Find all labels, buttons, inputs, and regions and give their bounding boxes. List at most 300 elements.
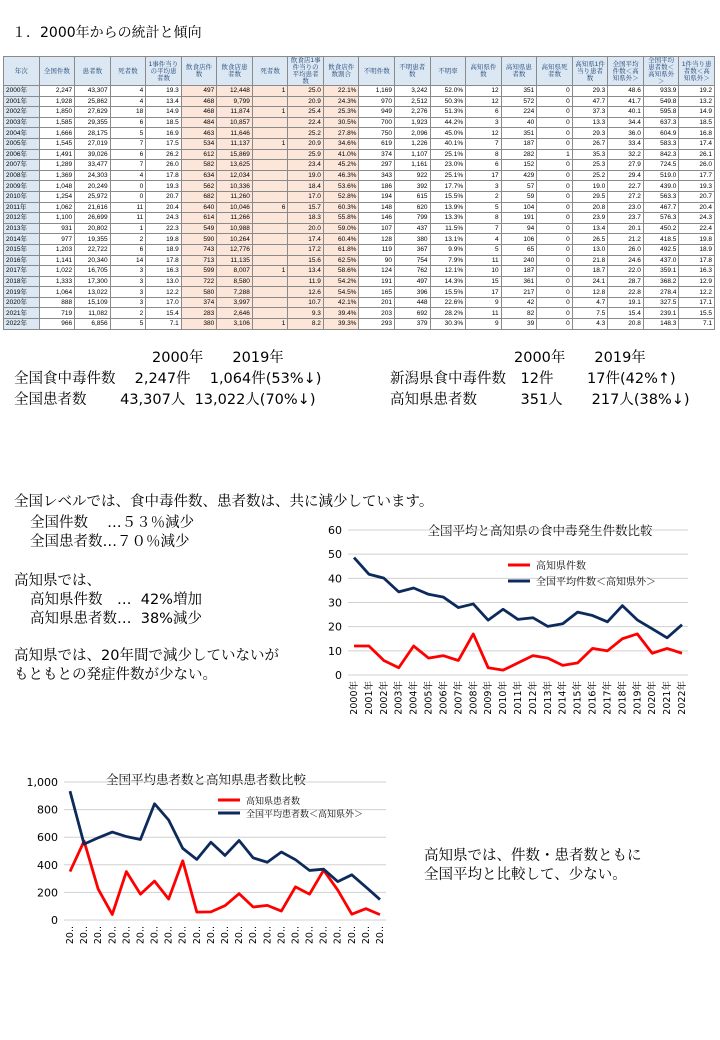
table-cell: 19.1: [608, 297, 644, 308]
table-cell: 15.5%: [430, 287, 466, 298]
table-cell: 52.0%: [430, 86, 466, 97]
year-cell: 2007年: [4, 160, 40, 171]
table-row: [4, 138, 715, 149]
table-cell: 4: [110, 170, 146, 181]
table-cell: 90: [359, 255, 395, 266]
table-cell: 17.7%: [430, 181, 466, 192]
table-cell: 7: [110, 160, 146, 171]
table-cell: 15.7: [288, 202, 324, 213]
table-cell: 19.3: [146, 181, 182, 192]
table-cell: 0: [537, 202, 573, 213]
note-national-cases: 全国件数 …５３％減少: [30, 515, 195, 531]
table-cell: 33.4: [608, 138, 644, 149]
table-cell: 8,580: [217, 276, 253, 287]
table-cell: 580: [181, 287, 217, 298]
table-cell: 7.1: [146, 319, 182, 330]
table-cell: 29,355: [75, 117, 111, 128]
table-cell: 25.3%: [323, 107, 359, 118]
table-cell: 2: [110, 234, 146, 245]
table-cell: 615: [395, 191, 431, 202]
table-header-cell: 不明件数: [359, 57, 395, 86]
table-cell: 977: [39, 234, 75, 245]
table-cell: 20.7: [679, 191, 715, 202]
y-tick-label: 60: [328, 524, 342, 537]
table-cell: 468: [181, 107, 217, 118]
table-cell: 22.1%: [323, 86, 359, 97]
table-cell: 0: [537, 181, 573, 192]
table-cell: 743: [181, 244, 217, 255]
table-cell: 13.4: [572, 223, 608, 234]
table-header-cell: 1事件当りの平均患者数: [146, 57, 182, 86]
table-row: [4, 191, 715, 202]
table-cell: 30.5%: [323, 117, 359, 128]
table-cell: 719: [39, 308, 75, 319]
table-cell: 18.9: [146, 244, 182, 255]
x-tick-label: 20..: [65, 926, 76, 945]
table-cell: 23.9: [572, 213, 608, 224]
table-cell: 283: [181, 308, 217, 319]
table-cell: 582: [181, 160, 217, 171]
table-cell: 18.7: [572, 266, 608, 277]
table-cell: 39,026: [75, 149, 111, 160]
table-cell: 186: [359, 181, 395, 192]
table-cell: 22.4: [679, 223, 715, 234]
table-cell: 45.2%: [323, 160, 359, 171]
x-tick-label: 20..: [107, 926, 119, 945]
table-cell: 799: [395, 213, 431, 224]
x-tick-label: 20..: [79, 926, 91, 945]
table-cell: 20.8: [572, 202, 608, 213]
table-cell: 3: [110, 287, 146, 298]
table-cell: 549.8: [643, 96, 679, 107]
table-cell: 9: [466, 319, 502, 330]
table-cell: 1,928: [39, 96, 75, 107]
table-cell: 12,448: [217, 86, 253, 97]
table-cell: 0: [537, 276, 573, 287]
table-cell: 0: [537, 287, 573, 298]
table-cell: 374: [181, 297, 217, 308]
table-cell: 55.8%: [323, 213, 359, 224]
table-cell: 949: [359, 107, 395, 118]
table-cell: 15.6: [288, 255, 324, 266]
table-cell: 2,096: [395, 128, 431, 139]
table-row: [4, 107, 715, 118]
table-cell: 1,062: [39, 202, 75, 213]
table-cell: 604.9: [643, 128, 679, 139]
table-cell: 25.2: [572, 170, 608, 181]
table-cell: 3,997: [217, 297, 253, 308]
x-tick-label: 20..: [135, 926, 147, 945]
table-cell: 484: [181, 117, 217, 128]
table-cell: 692: [395, 308, 431, 319]
table-cell: 4.7: [572, 297, 608, 308]
table-cell: 6: [466, 160, 502, 171]
table-cell: 6: [252, 202, 288, 213]
table-row: [4, 234, 715, 245]
table-cell: 16.3: [146, 266, 182, 277]
table-cell: 34.4: [608, 117, 644, 128]
table-cell: 17,300: [75, 276, 111, 287]
table-cell: 106: [501, 234, 537, 245]
table-cell: 11,646: [217, 128, 253, 139]
table-cell: 17.8: [146, 255, 182, 266]
table-cell: [252, 149, 288, 160]
table-cell: 26.2: [146, 149, 182, 160]
table-cell: 1,923: [395, 117, 431, 128]
year-cell: 2006年: [4, 149, 40, 160]
table-row: [4, 149, 715, 160]
table-cell: 0: [537, 213, 573, 224]
table-cell: 0: [537, 138, 573, 149]
table-cell: 2,512: [395, 96, 431, 107]
table-cell: 39.3%: [323, 319, 359, 330]
x-tick-label: 2007年: [453, 681, 465, 715]
table-cell: 11,874: [217, 107, 253, 118]
table-cell: 439.0: [643, 181, 679, 192]
table-cell: [252, 117, 288, 128]
table-cell: 21.8: [572, 255, 608, 266]
table-cell: 933.9: [643, 86, 679, 97]
y-tick-label: 1,000: [26, 776, 58, 789]
x-tick-label: 2002年: [378, 681, 390, 715]
table-cell: 762: [395, 266, 431, 277]
table-cell: 724.5: [643, 160, 679, 171]
table-header-cell: 飲食店患者数: [217, 57, 253, 86]
summary-left-years: 2000年 2019年: [152, 350, 284, 366]
table-cell: 351: [501, 128, 537, 139]
table-cell: [252, 128, 288, 139]
year-cell: 2013年: [4, 223, 40, 234]
table-cell: 12: [466, 96, 502, 107]
table-cell: 30.3%: [430, 319, 466, 330]
table-row: [4, 266, 715, 277]
table-cell: 576.3: [643, 213, 679, 224]
x-tick-label: 20..: [360, 926, 372, 945]
table-cell: [252, 96, 288, 107]
table-cell: 13.0: [146, 276, 182, 287]
table-cell: 0: [110, 181, 146, 192]
x-tick-label: 2000年: [349, 681, 360, 715]
table-cell: 1,141: [39, 255, 75, 266]
table-cell: 15: [466, 276, 502, 287]
x-tick-label: 2010年: [498, 681, 510, 715]
table-cell: 1,100: [39, 213, 75, 224]
y-tick-label: 0: [335, 669, 342, 682]
table-cell: 20,249: [75, 181, 111, 192]
table-cell: 60.4%: [323, 234, 359, 245]
table-cell: 20.7: [146, 191, 182, 202]
table-cell: 16.3: [679, 266, 715, 277]
table-cell: 7: [466, 223, 502, 234]
series-line-0: [354, 634, 682, 670]
table-cell: [252, 223, 288, 234]
table-cell: 10,046: [217, 202, 253, 213]
table-cell: 19,355: [75, 234, 111, 245]
table-cell: 467.7: [643, 202, 679, 213]
table-cell: 5: [110, 319, 146, 330]
table-cell: 682: [181, 191, 217, 202]
table-cell: 43,307: [75, 86, 111, 97]
table-header-cell: 不明率: [430, 57, 466, 86]
table-cell: 396: [395, 287, 431, 298]
x-tick-label: 20..: [121, 926, 133, 945]
table-cell: 28.7: [608, 276, 644, 287]
year-cell: 2015年: [4, 244, 40, 255]
table-cell: 18.5: [146, 117, 182, 128]
note-bottom-2: 全国平均と比較して、少ない。: [424, 867, 627, 883]
table-cell: 51.3%: [430, 107, 466, 118]
x-tick-label: 20..: [205, 926, 217, 945]
table-cell: 0: [537, 244, 573, 255]
year-cell: 2000年: [4, 86, 40, 97]
table-cell: [252, 170, 288, 181]
table-cell: 14.9: [679, 107, 715, 118]
table-cell: 15,869: [217, 149, 253, 160]
table-cell: 713: [181, 255, 217, 266]
table-cell: 19.8: [679, 234, 715, 245]
note-kochi-intro: 高知県では、: [14, 573, 101, 589]
table-cell: 41.0%: [323, 149, 359, 160]
table-cell: 20,802: [75, 223, 111, 234]
table-row: [4, 170, 715, 181]
y-tick-label: 800: [37, 803, 58, 817]
table-cell: 22.3: [146, 223, 182, 234]
table-cell: 104: [501, 202, 537, 213]
table-cell: 497: [395, 276, 431, 287]
table-cell: [252, 308, 288, 319]
table-cell: 4: [110, 86, 146, 97]
table-cell: 0: [537, 223, 573, 234]
x-tick-label: 20..: [332, 926, 344, 945]
table-cell: 22.4: [288, 117, 324, 128]
table-cell: 379: [395, 319, 431, 330]
summary-right-years: 2000年 2019年: [514, 350, 646, 366]
table-cell: 12.8: [572, 287, 608, 298]
table-cell: 11,135: [217, 255, 253, 266]
table-cell: 13,625: [217, 160, 253, 171]
table-cell: 368.2: [643, 276, 679, 287]
table-header-cell: 患者数: [75, 57, 111, 86]
table-cell: 20.4: [679, 202, 715, 213]
table-header-cell: 高知県死者数: [537, 57, 573, 86]
statistics-table: [3, 56, 715, 330]
table-cell: 1,491: [39, 149, 75, 160]
table-cell: 19.3: [679, 181, 715, 192]
table-cell: 3: [466, 117, 502, 128]
table-cell: 497: [181, 86, 217, 97]
table-cell: 7.5: [572, 308, 608, 319]
table-cell: 3: [110, 266, 146, 277]
table-cell: 0: [537, 266, 573, 277]
table-cell: 16.9: [146, 128, 182, 139]
table-cell: 13.3: [572, 117, 608, 128]
table-cell: 27.2: [608, 191, 644, 202]
table-cell: 10.7: [288, 297, 324, 308]
table-cell: 1: [252, 319, 288, 330]
table-cell: [252, 181, 288, 192]
table-cell: 11: [466, 308, 502, 319]
table-cell: 18.3: [288, 213, 324, 224]
table-cell: 13.3%: [430, 213, 466, 224]
table-cell: 10,988: [217, 223, 253, 234]
x-tick-label: 20..: [276, 926, 288, 945]
table-cell: 534: [181, 138, 217, 149]
table-cell: 20.1: [608, 223, 644, 234]
x-tick-label: 2013年: [542, 681, 554, 715]
table-cell: 16,705: [75, 266, 111, 277]
table-cell: 26,699: [75, 213, 111, 224]
table-cell: 3,106: [217, 319, 253, 330]
table-cell: 25.1%: [430, 170, 466, 181]
table-cell: 3: [110, 276, 146, 287]
x-tick-label: 2004年: [408, 681, 420, 715]
table-cell: 58.6%: [323, 266, 359, 277]
table-cell: 17: [466, 287, 502, 298]
table-cell: 0: [537, 86, 573, 97]
table-cell: 23.0%: [430, 160, 466, 171]
table-cell: 392: [395, 181, 431, 192]
legend-label: 高知県件数: [536, 561, 586, 572]
table-cell: 44.2%: [430, 117, 466, 128]
table-cell: 888: [39, 297, 75, 308]
table-header-cell: 全国平均患者数＜高知県外＞: [643, 57, 679, 86]
year-cell: 2003年: [4, 117, 40, 128]
x-tick-label: 20..: [234, 926, 246, 945]
table-cell: [252, 234, 288, 245]
note-kochi-cases: 高知県件数 … 42%増加: [30, 592, 202, 608]
table-cell: [252, 276, 288, 287]
table-cell: 2,646: [217, 308, 253, 319]
table-cell: 17.8: [146, 170, 182, 181]
table-cell: 37.3: [572, 107, 608, 118]
table-cell: 10,857: [217, 117, 253, 128]
table-cell: 612: [181, 149, 217, 160]
table-cell: 20.0: [288, 223, 324, 234]
table-row: [4, 297, 715, 308]
table-cell: 22.7: [608, 181, 644, 192]
x-tick-label: 20..: [93, 926, 105, 945]
table-cell: 583.3: [643, 138, 679, 149]
table-cell: 15,109: [75, 297, 111, 308]
table-cell: 640: [181, 202, 217, 213]
table-cell: 0: [537, 234, 573, 245]
x-tick-label: 2009年: [483, 681, 495, 715]
table-cell: 17: [466, 170, 502, 181]
table-cell: 53.6%: [323, 181, 359, 192]
table-cell: 11,082: [75, 308, 111, 319]
note-kochi-2: もともとの発症件数が少ない。: [14, 667, 217, 683]
table-cell: 29.3: [572, 86, 608, 97]
table-cell: 27.8%: [323, 128, 359, 139]
x-tick-label: 2020年: [647, 681, 659, 715]
table-cell: 572: [501, 96, 537, 107]
x-tick-label: 2008年: [468, 681, 480, 715]
table-cell: 1,107: [395, 149, 431, 160]
table-cell: 18: [110, 107, 146, 118]
note-national-patients: 全国患者数…７０％減少: [30, 534, 190, 550]
table-cell: 20.4: [146, 202, 182, 213]
table-cell: 970: [359, 96, 395, 107]
table-cell: 10,336: [217, 181, 253, 192]
table-cell: 1,169: [359, 86, 395, 97]
table-cell: 614: [181, 213, 217, 224]
table-cell: 0: [537, 96, 573, 107]
table-cell: 11,260: [217, 191, 253, 202]
table-cell: 191: [501, 213, 537, 224]
table-cell: 26.0: [679, 160, 715, 171]
table-cell: 61.8%: [323, 244, 359, 255]
y-tick-label: 600: [37, 831, 58, 845]
x-tick-label: 2015年: [572, 681, 584, 715]
table-cell: 40: [501, 117, 537, 128]
table-cell: 966: [39, 319, 75, 330]
y-tick-label: 200: [37, 886, 58, 900]
table-cell: 25.9: [288, 149, 324, 160]
table-cell: 17.8: [679, 255, 715, 266]
table-cell: 20.8: [608, 319, 644, 330]
table-cell: 380: [395, 234, 431, 245]
table-cell: 11: [110, 202, 146, 213]
x-tick-label: 20..: [375, 926, 386, 945]
table-cell: 28.2%: [430, 308, 466, 319]
table-cell: 29.4: [608, 170, 644, 181]
table-cell: 1,048: [39, 181, 75, 192]
table-header-cell: 全国平均件数＜高知県外＞: [608, 57, 644, 86]
table-cell: 23.0: [608, 202, 644, 213]
table-row: [4, 287, 715, 298]
table-cell: 0: [537, 308, 573, 319]
table-cell: 12.2: [679, 287, 715, 298]
table-cell: 15.4: [608, 308, 644, 319]
year-cell: 2019年: [4, 287, 40, 298]
table-cell: 5: [466, 202, 502, 213]
table-cell: 2: [466, 191, 502, 202]
table-cell: 22.8: [608, 287, 644, 298]
year-cell: 2002年: [4, 107, 40, 118]
table-cell: 1,545: [39, 138, 75, 149]
table-cell: 36.0: [608, 128, 644, 139]
table-header-cell: 年次: [4, 57, 40, 86]
table-cell: 13.4: [146, 96, 182, 107]
x-tick-label: 2012年: [527, 681, 539, 715]
summary-left-row2: 全国患者数 43,307人 13,022人(70%↓): [14, 392, 316, 408]
table-cell: 82: [501, 308, 537, 319]
table-cell: 65: [501, 244, 537, 255]
y-tick-label: 400: [37, 858, 58, 872]
table-cell: 619: [359, 138, 395, 149]
table-cell: 17.2: [288, 244, 324, 255]
table-cell: 4.3: [572, 319, 608, 330]
table-header-cell: 飲食店件数: [181, 57, 217, 86]
table-cell: 18.9: [679, 244, 715, 255]
table-cell: 19.0: [572, 181, 608, 192]
table-cell: 1,064: [39, 287, 75, 298]
table-cell: 8: [466, 149, 502, 160]
table-row: [4, 202, 715, 213]
table-cell: 45.0%: [430, 128, 466, 139]
table-cell: 224: [501, 107, 537, 118]
table-cell: 59.0%: [323, 223, 359, 234]
table-cell: 15.5%: [430, 191, 466, 202]
table-cell: 24,303: [75, 170, 111, 181]
year-cell: 2021年: [4, 308, 40, 319]
table-cell: 634: [181, 170, 217, 181]
legend-label: 高知県患者数: [246, 797, 301, 807]
table-cell: 599: [181, 266, 217, 277]
x-tick-label: 20..: [346, 926, 358, 945]
x-tick-label: 20..: [290, 926, 302, 945]
table-header-cell: 高知県患者数: [501, 57, 537, 86]
